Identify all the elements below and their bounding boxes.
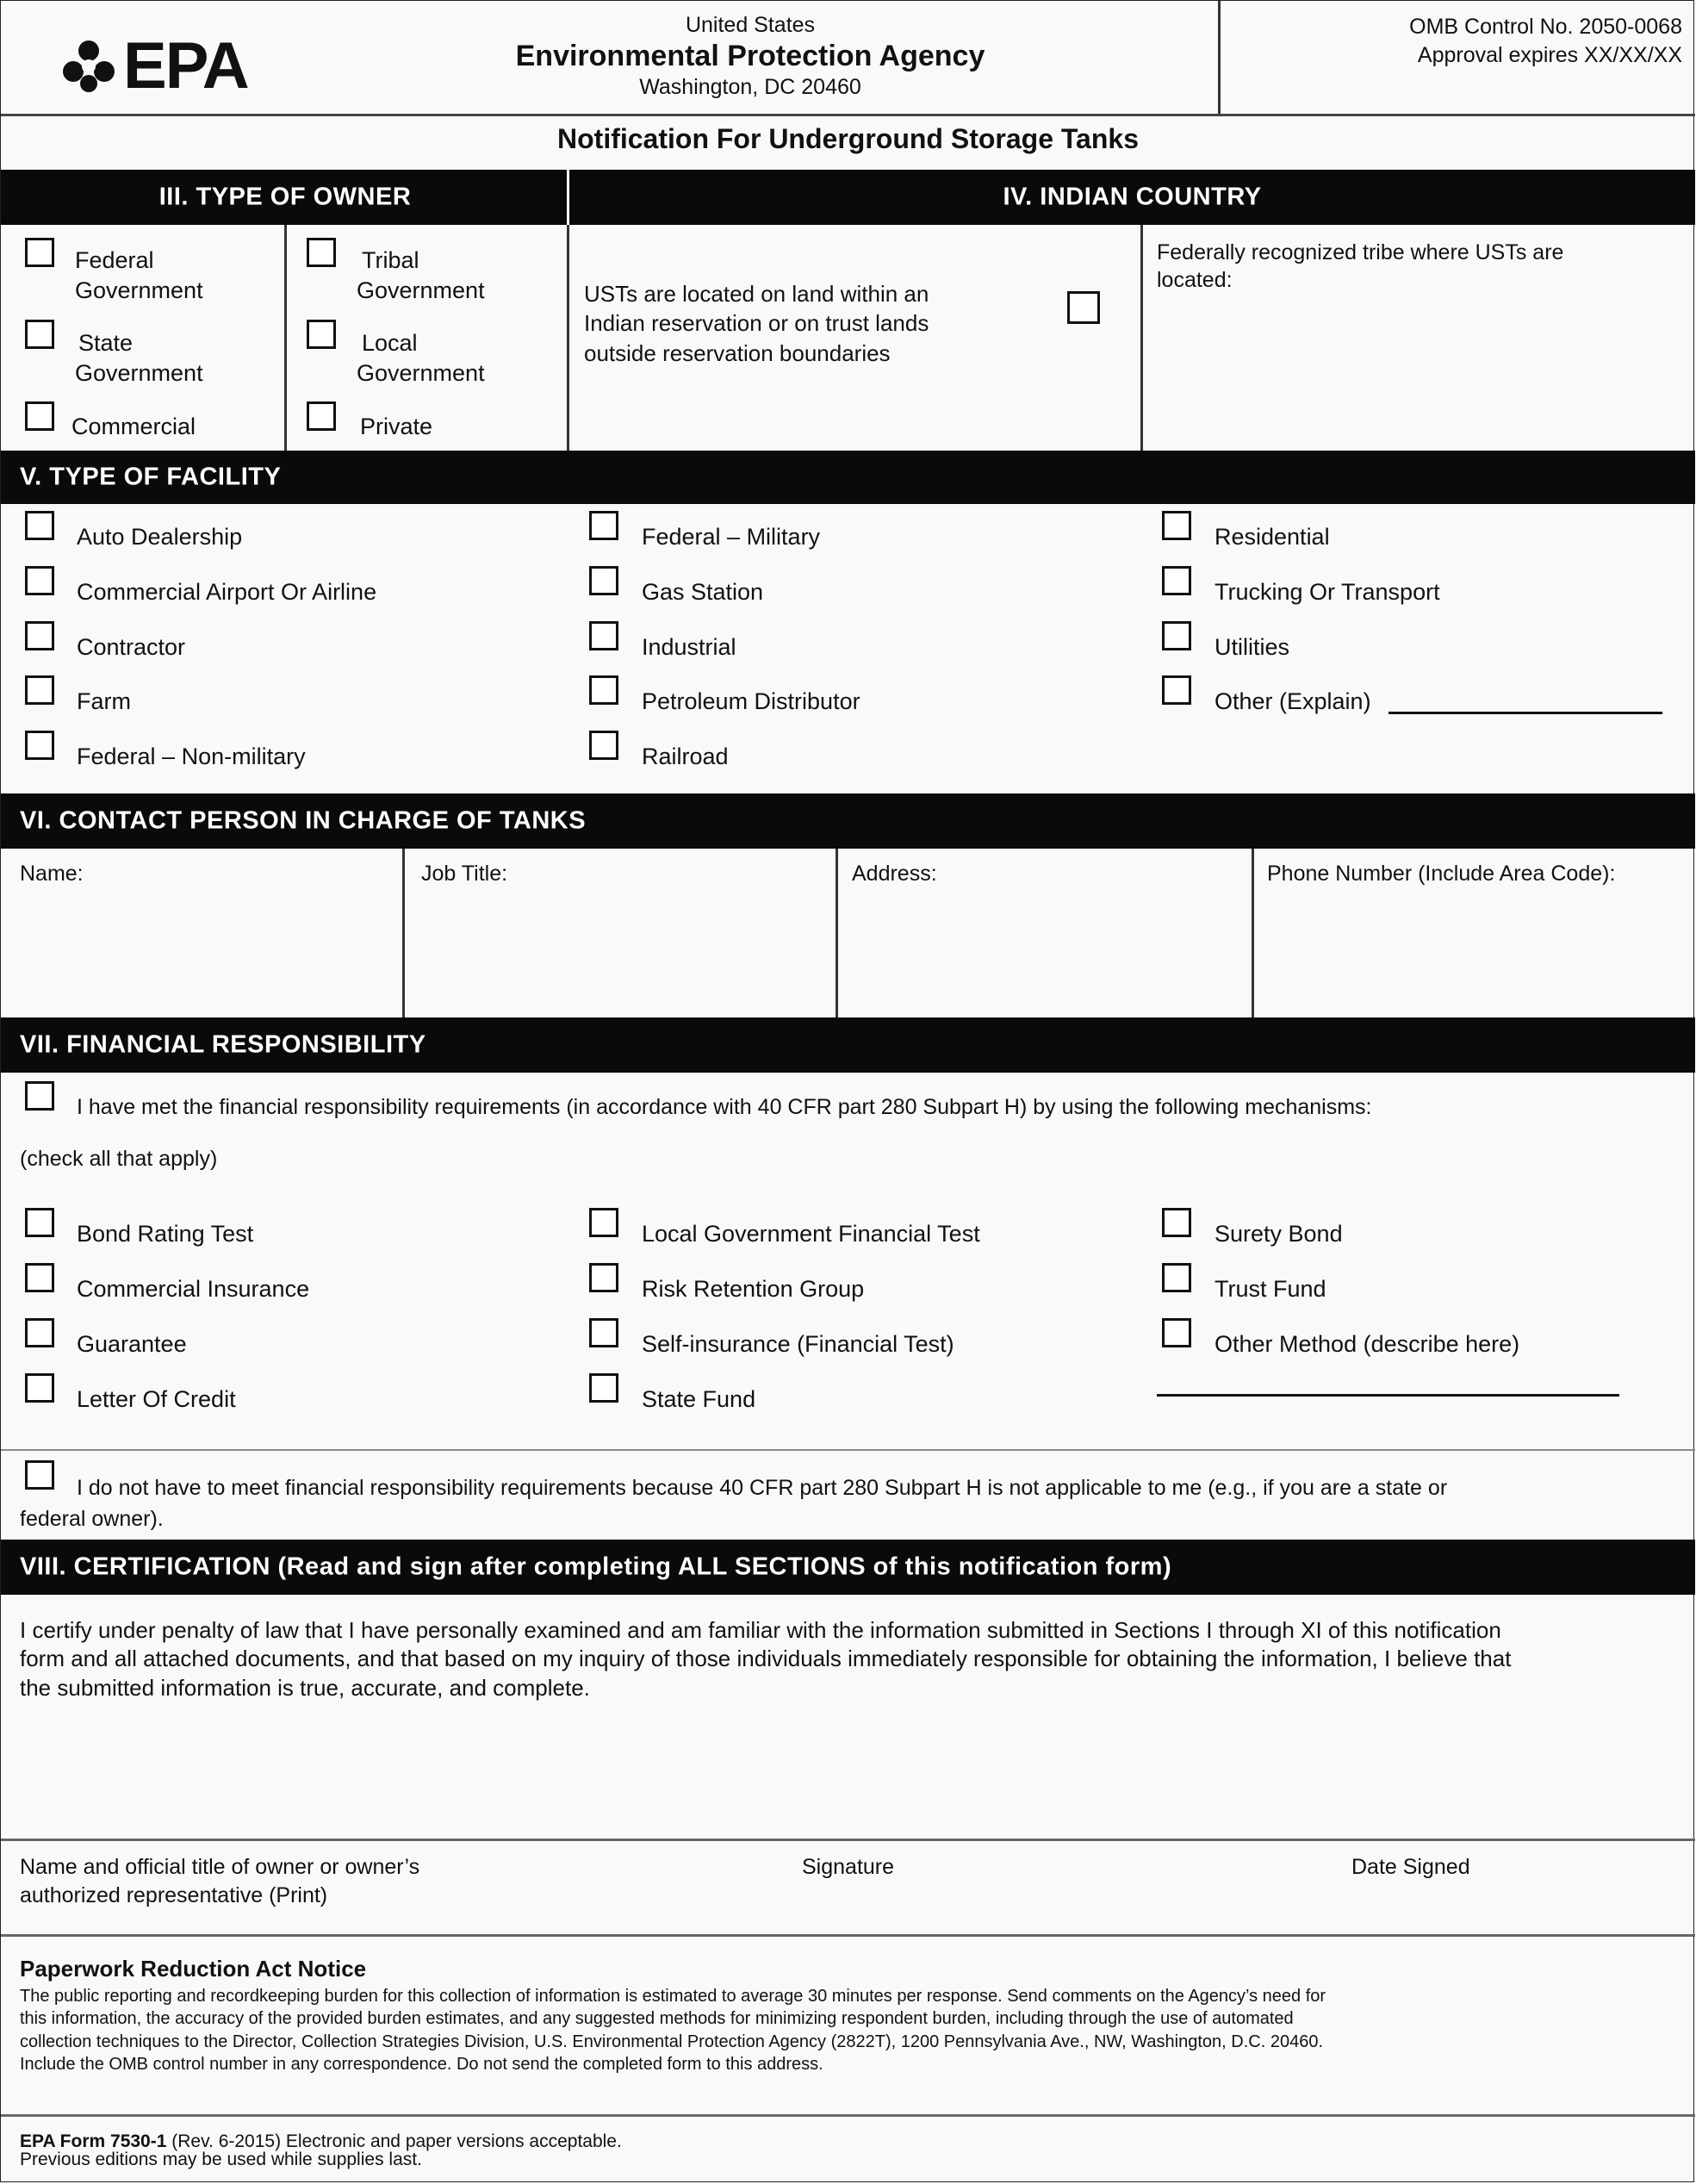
form-revision: (Rev. 6-2015) Electronic and paper versions acceptable. bbox=[171, 2131, 622, 2151]
col-divider bbox=[284, 225, 287, 451]
fr-label: Local Government Financial Test bbox=[642, 1221, 980, 1247]
facility-trucking-checkbox[interactable] bbox=[1162, 566, 1191, 595]
facility-farm-checkbox[interactable] bbox=[25, 675, 54, 705]
paperwork-title: Paperwork Reduction Act Notice bbox=[20, 1956, 367, 1982]
epa-logo bbox=[58, 29, 264, 103]
omb-block bbox=[1224, 15, 1682, 68]
agency-name: Environmental Protection Agency bbox=[515, 40, 985, 72]
section8-bar bbox=[1, 1540, 1695, 1595]
facility-label: Commercial Airport Or Airline bbox=[77, 579, 377, 605]
fr-met-checkbox[interactable] bbox=[25, 1081, 54, 1111]
section-bar-owner-indian bbox=[1, 170, 1695, 225]
fr-label: Commercial Insurance bbox=[77, 1276, 310, 1302]
agency-block bbox=[483, 13, 1017, 100]
owner-commercial-checkbox[interactable] bbox=[25, 401, 54, 431]
facility-label: Contractor bbox=[77, 634, 186, 660]
fr-trust-fund-checkbox[interactable] bbox=[1162, 1263, 1191, 1292]
facility-residential-checkbox[interactable] bbox=[1162, 511, 1191, 540]
owner-state-label: State Government bbox=[75, 330, 203, 387]
facility-label: Residential bbox=[1215, 524, 1330, 550]
section6-title: VI. CONTACT PERSON IN CHARGE OF TANKS bbox=[20, 806, 587, 835]
indian-country-statement: USTs are located on land within an Indian reservation or on trust lands outside reservation boundaries bbox=[584, 281, 929, 366]
contact-job-title-input[interactable] bbox=[421, 897, 822, 1009]
header-divider bbox=[1218, 1, 1221, 115]
facility-federal-military-checkbox[interactable] bbox=[589, 511, 618, 540]
facility-label: Gas Station bbox=[642, 579, 764, 605]
representative-name-input[interactable] bbox=[20, 1909, 761, 1926]
fr-check-all-note: (check all that apply) bbox=[20, 1147, 218, 1171]
indian-country-checkbox[interactable] bbox=[1067, 291, 1100, 324]
facility-label: Federal – Military bbox=[642, 524, 821, 550]
fr-state-fund-checkbox[interactable] bbox=[589, 1373, 618, 1403]
signature-input[interactable] bbox=[802, 1888, 1302, 1926]
fr-surety-bond-checkbox[interactable] bbox=[1162, 1208, 1191, 1237]
omb-approval-expires: Approval expires XX/XX/XX bbox=[1417, 43, 1682, 67]
col-divider bbox=[836, 849, 838, 1017]
owner-private-checkbox[interactable] bbox=[307, 401, 336, 431]
facility-label: Utilities bbox=[1215, 634, 1290, 660]
facility-label: Trucking Or Transport bbox=[1215, 579, 1440, 605]
facility-gas-station-checkbox[interactable] bbox=[589, 566, 618, 595]
facility-contractor-checkbox[interactable] bbox=[25, 621, 54, 650]
rule bbox=[1, 1839, 1695, 1841]
form-footer bbox=[20, 2132, 622, 2168]
fr-commercial-insurance-checkbox[interactable] bbox=[25, 1263, 54, 1292]
fr-bond-rating-checkbox[interactable] bbox=[25, 1208, 54, 1237]
col-divider bbox=[402, 849, 405, 1017]
section5-bar bbox=[1, 451, 1695, 504]
col-divider bbox=[1252, 849, 1254, 1017]
contact-phone-label: Phone Number (Include Area Code): bbox=[1267, 862, 1616, 886]
form-title: Notification For Underground Storage Tanks bbox=[557, 123, 1139, 154]
owner-tribal-label: Tribal Government bbox=[357, 247, 485, 304]
certification-signature-area[interactable] bbox=[20, 1715, 1678, 1832]
contact-name-input[interactable] bbox=[20, 897, 390, 1009]
fr-not-required-statement: I do not have to meet financial responsibility requirements because 40 CFR part 280 Subpart H is not applicable to me (e.g., if you are a state or federal owner). bbox=[20, 1476, 1448, 1532]
facility-petroleum-distributor-checkbox[interactable] bbox=[589, 675, 618, 705]
rule bbox=[1, 1934, 1695, 1937]
facility-label: Auto Dealership bbox=[77, 524, 243, 550]
facility-utilities-checkbox[interactable] bbox=[1162, 621, 1191, 650]
contact-phone-input[interactable] bbox=[1267, 897, 1680, 1009]
fr-label: Guarantee bbox=[77, 1331, 187, 1357]
contact-address-input[interactable] bbox=[852, 897, 1239, 1009]
agency-city: Washington, DC 20460 bbox=[639, 75, 861, 99]
facility-other-explain-input[interactable] bbox=[1388, 712, 1662, 714]
tribe-input[interactable] bbox=[1157, 298, 1678, 436]
fr-other-method-checkbox[interactable] bbox=[1162, 1318, 1191, 1347]
facility-airport-checkbox[interactable] bbox=[25, 566, 54, 595]
signature-label: Signature bbox=[802, 1855, 895, 1879]
owner-federal-checkbox[interactable] bbox=[25, 238, 54, 267]
fr-label: Bond Rating Test bbox=[77, 1221, 254, 1247]
owner-private-label: Private bbox=[360, 414, 433, 439]
facility-other-checkbox[interactable] bbox=[1162, 675, 1191, 705]
certification-statement: I certify under penalty of law that I have personally examined and am familiar with the information submitted in Sections I through XI of this notification form and all attached documents, and that based on my inquiry of those individuals immediately responsible for obtaining the information, I believe that the submitted information is true, accurate, and complete. bbox=[20, 1617, 1512, 1701]
facility-label: Petroleum Distributor bbox=[642, 688, 860, 714]
paperwork-body: The public reporting and recordkeeping burden for this collection of information is estimated to average 30 minutes per response. Send comments on the Agency’s need for this information, the accuracy of the provided burden estimates, and any suggested methods for minimizing respondent burden, including through the use of automated collection techniques to the Director, Collection Strategies Division, U.S. Environmental Protection Agency (2822T), 1200 Pennsylvania Ave., NW, Washington, D.C. 20460. Include the OMB control number in any correspondence. Do not send the completed form to this address. bbox=[20, 1987, 1326, 2075]
facility-industrial-checkbox[interactable] bbox=[589, 621, 618, 650]
rule bbox=[1, 114, 1695, 116]
facility-federal-nonmilitary-checkbox[interactable] bbox=[25, 731, 54, 760]
fr-label: Surety Bond bbox=[1215, 1221, 1343, 1247]
section8-title: VIII. CERTIFICATION (Read and sign after completing ALL SECTIONS of this notification form) bbox=[20, 1552, 1172, 1581]
bar-divider bbox=[567, 170, 569, 225]
fr-label: State Fund bbox=[642, 1386, 756, 1412]
section6-bar bbox=[1, 793, 1695, 849]
epa-flower-icon bbox=[58, 35, 120, 97]
fr-guarantee-checkbox[interactable] bbox=[25, 1318, 54, 1347]
section7-title: VII. FINANCIAL RESPONSIBILITY bbox=[20, 1030, 426, 1059]
omb-control-number: OMB Control No. 2050-0068 bbox=[1409, 15, 1682, 39]
agency-country: United States bbox=[685, 13, 816, 37]
logo-text: EPA bbox=[123, 29, 248, 103]
owner-state-checkbox[interactable] bbox=[25, 320, 54, 349]
rule bbox=[1, 2114, 1695, 2117]
section5-title: V. TYPE OF FACILITY bbox=[20, 463, 282, 491]
contact-address-label: Address: bbox=[852, 862, 937, 886]
fr-risk-retention-checkbox[interactable] bbox=[589, 1263, 618, 1292]
col-divider bbox=[567, 225, 569, 451]
section7-bar bbox=[1, 1017, 1695, 1073]
fr-label: Self-insurance (Financial Test) bbox=[642, 1331, 954, 1357]
section4-title: IV. INDIAN COUNTRY bbox=[1003, 183, 1262, 211]
col-divider bbox=[1140, 225, 1143, 451]
fr-label: Other Method (describe here) bbox=[1215, 1331, 1520, 1357]
facility-auto-dealership-checkbox[interactable] bbox=[25, 511, 54, 540]
fr-other-method-input[interactable] bbox=[1157, 1394, 1619, 1397]
owner-tribal-checkbox[interactable] bbox=[307, 238, 336, 267]
fr-label: Risk Retention Group bbox=[642, 1276, 865, 1302]
facility-label: Railroad bbox=[642, 744, 729, 769]
date-signed-input[interactable] bbox=[1351, 1888, 1679, 1926]
owner-local-checkbox[interactable] bbox=[307, 320, 336, 349]
contact-job-title-label: Job Title: bbox=[421, 862, 508, 886]
facility-label: Other (Explain) bbox=[1215, 688, 1371, 714]
owner-federal-label: Federal Government bbox=[75, 247, 203, 304]
facility-label: Industrial bbox=[642, 634, 736, 660]
owner-local-label: Local Government bbox=[357, 330, 485, 387]
form-editions-note: Previous editions may be used while supplies last. bbox=[20, 2150, 422, 2169]
contact-name-label: Name: bbox=[20, 862, 84, 886]
rule bbox=[1, 1449, 1695, 1451]
owner-commercial-label: Commercial bbox=[71, 414, 196, 439]
facility-railroad-checkbox[interactable] bbox=[589, 731, 618, 760]
representative-name-label: Name and official title of owner or owner’s authorized representative (Print) bbox=[20, 1855, 420, 1907]
fr-met-statement: I have met the financial responsibility requirements (in accordance with 40 CFR part 280 Subpart H) by using the following mechanisms: bbox=[77, 1095, 1372, 1119]
form-id: EPA Form 7530-1 bbox=[20, 2131, 167, 2151]
tribe-label: Federally recognized tribe where USTs are located: bbox=[1157, 240, 1564, 292]
section3-title: III. TYPE OF OWNER bbox=[158, 183, 412, 211]
fr-label: Trust Fund bbox=[1215, 1276, 1326, 1302]
facility-label: Federal – Non-military bbox=[77, 744, 306, 769]
fr-local-gov-test-checkbox[interactable] bbox=[589, 1208, 618, 1237]
facility-label: Farm bbox=[77, 688, 131, 714]
fr-self-insurance-checkbox[interactable] bbox=[589, 1318, 618, 1347]
fr-letter-of-credit-checkbox[interactable] bbox=[25, 1373, 54, 1403]
date-signed-label: Date Signed bbox=[1351, 1855, 1470, 1879]
fr-label: Letter Of Credit bbox=[77, 1386, 236, 1412]
